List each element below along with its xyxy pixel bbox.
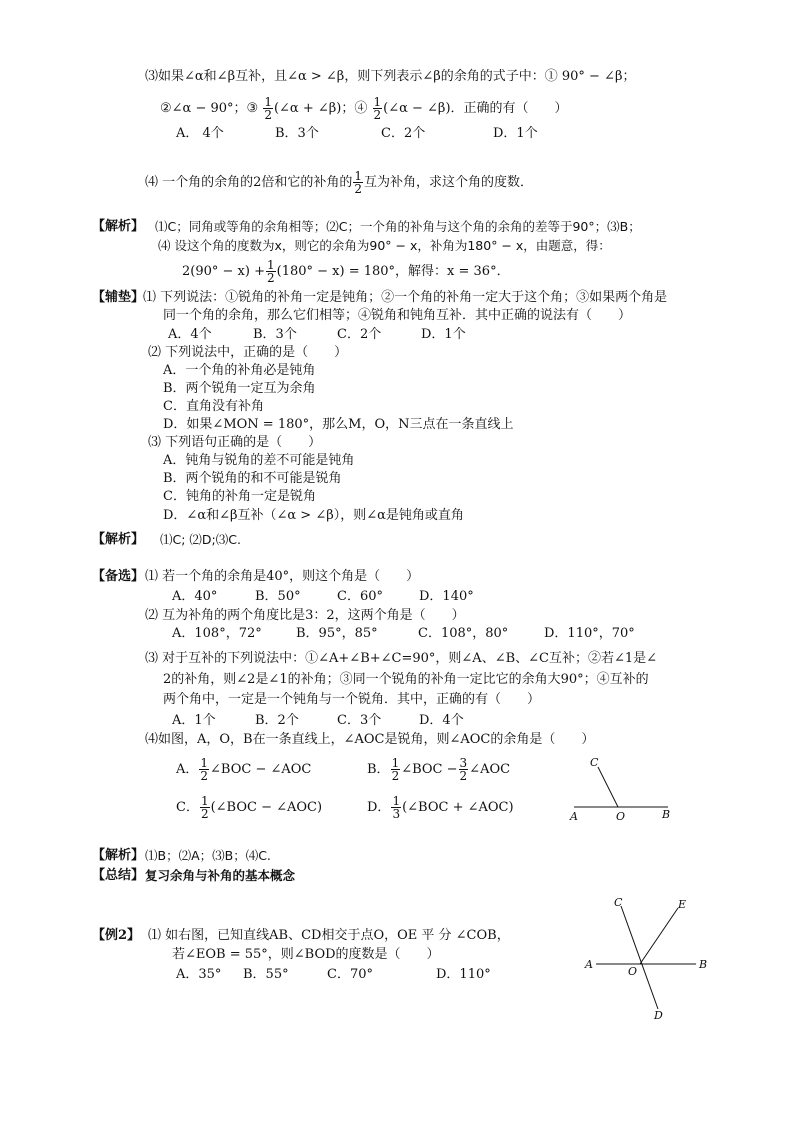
beixuan-q3-option-d: D．4个: [419, 713, 464, 728]
analysis2-text: ⑴C; ⑵D;⑶C.: [160, 532, 241, 547]
beixuan-q1-option-d: D．140°: [419, 589, 474, 604]
beixuan-q4: ⑷如图，A，O，B在一条直线上，∠AOC是锐角，则∠AOC的余角是（ ）: [145, 732, 595, 747]
fudian-q2-option-a: A．一个角的补角必是钝角: [163, 363, 316, 378]
q3-option-c: C．2个: [381, 126, 426, 141]
fudian-q3-option-b: B．两个锐角的和不可能是锐角: [163, 471, 342, 486]
label-a: A: [585, 958, 593, 971]
beixuan-q3-option-a: A．1个: [172, 713, 216, 728]
beixuan-q3-option-b: B．2个: [255, 713, 299, 728]
beixuan-q2-option-c: C．108°，80°: [418, 626, 509, 641]
label-d: D: [654, 1009, 663, 1022]
analysis1-line1: ⑴C；同角或等角的余角相等；⑵C；一个角的补角与这个角的余角的差等于90°；⑶B；: [155, 219, 641, 234]
fraction-half: $\frac{1}{2}$: [200, 794, 209, 821]
label-e: E: [678, 898, 687, 911]
fudian-q1-option-d: D．1个: [421, 327, 466, 342]
example2-option-b: B．55°: [243, 967, 289, 982]
analysis1-line2: ⑷ 设这个角的度数为x，则它的余角为90° − x，补角为180° − x，由题意，得：: [158, 238, 611, 253]
beixuan-q3-option-c: C．3个: [337, 713, 382, 728]
analysis3-text: ⑴B；⑵A；⑶B；⑷C.: [145, 848, 271, 863]
analysis1-line3: 2(90° − x) + $\frac{1}{2}$ (180° − x) = 180°，解得：x = 36°．: [182, 258, 510, 285]
fudian-q3-option-c: C．钝角的补角一定是锐角: [163, 489, 316, 504]
q3-option-a: A． 4个: [176, 126, 224, 141]
q3-expr4: (∠α − ∠β)．正确的有（ ）: [383, 101, 568, 116]
fudian-q1-line1: ⑴ 下列说法：①锐角的补角一定是钝角；②一个角的补角一定大于这个角；③如果两个角是: [143, 290, 668, 305]
example2-line2: 若∠EOB = 55°，则∠BOD的度数是（ ）: [172, 947, 440, 962]
fraction-half: $\frac{1}{2}$: [200, 756, 209, 783]
example2-option-d: D．110°: [436, 967, 491, 982]
beixuan-tag: 【备选】: [92, 569, 145, 584]
label-o: O: [628, 965, 638, 978]
ray-oe: [640, 908, 678, 964]
example2-figure: [578, 893, 718, 1023]
beixuan-q2: ⑵ 互为补角的两个角度比是3：2，这两个角是（ ）: [145, 608, 465, 623]
beixuan-q3-line1: ⑶ 对于互补的下列说法中：①∠A+∠B+∠C=90°，则∠A、∠B、∠C互补；②若∠1是∠: [145, 651, 658, 666]
q3-line2: [160, 96, 568, 121]
fraction-half: $\frac{1}{2}$: [391, 756, 400, 783]
example2-tag: 【例2】: [92, 928, 141, 943]
beixuan-q2-option-b: B．95°，85°: [296, 626, 378, 641]
example2-option-c: C．70°: [327, 967, 373, 982]
analysis-tag: 【解析】: [92, 219, 145, 234]
q3-line2-a: ②∠α − 90°；③: [160, 101, 259, 116]
beixuan-q4-option-c: C． $\frac{1}{2}$ (∠BOC − ∠AOC): [176, 794, 323, 821]
label-c: C: [614, 896, 623, 909]
fudian-q1-line2: 同一个角的余角，那么它们相等；④锐角和钝角互补．其中正确的说法有（ ）: [163, 308, 632, 323]
beixuan-q4-option-a: A． $\frac{1}{2}$ ∠BOC − ∠AOC: [176, 756, 312, 783]
beixuan-q2-option-a: A．108°，72°: [172, 626, 262, 641]
beixuan-q4-figure: [560, 752, 680, 824]
fudian-q2-option-d: D．如果∠MON = 180°，那么M，O，N三点在一条直线上: [163, 417, 514, 432]
beixuan-q4-option-d: D． $\frac{1}{3}$ (∠BOC + ∠AOC): [367, 794, 514, 821]
q3-option-b: B．3个: [275, 126, 319, 141]
fraction-half: $\frac{1}{2}$: [266, 258, 275, 285]
q3-expr3: (∠α + ∠β)；④: [273, 101, 368, 116]
fudian-q3: ⑶ 下列语句正确的是（ ）: [148, 435, 322, 450]
fudian-q3-option-d: D．∠α和∠β互补（∠α > ∠β），则∠α是钝角或直角: [163, 508, 464, 523]
fudian-q1-option-b: B．3个: [253, 327, 297, 342]
fudian-q1-option-c: C．2个: [337, 327, 382, 342]
q4-question: ⑷ 一个角的余角的2倍和它的补角的 $\frac{1}{2}$ 互为补角，求这个角的度数．: [145, 169, 534, 196]
fudian-q2-option-b: B．两个锐角一定互为余角: [163, 381, 316, 396]
analysis-tag: 【解析】: [92, 848, 145, 863]
summary-tag: 【总结】: [92, 868, 145, 883]
example2-option-a: A．35°: [176, 967, 222, 982]
q3-option-d: D．1个: [493, 126, 538, 141]
beixuan-q2-option-d: D．110°，70°: [544, 626, 635, 641]
summary-text: 复习余角与补角的基本概念: [145, 868, 296, 883]
fraction-third: $\frac{1}{3}$: [392, 794, 401, 821]
fudian-q2-option-c: C．直角没有补角: [163, 399, 264, 414]
fudian-q2: ⑵ 下列说法中，正确的是（ ）: [148, 345, 348, 360]
fraction-half: $\frac{1}{2}$: [373, 95, 382, 122]
label-a: A: [570, 810, 578, 823]
label-o: O: [616, 810, 626, 823]
analysis-tag: 【解析】: [92, 532, 145, 547]
example2-line1: ⑴ 如右图，已知直线AB、CD相交于点O，OE 平 分 ∠COB，: [148, 928, 510, 943]
label-c: C: [590, 756, 599, 769]
q3-line1: ⑶如果∠α和∠β互补，且∠α > ∠β，则下列表示∠β的余角的式子中：① 90° − ∠β；: [145, 69, 636, 84]
beixuan-q4-option-b: B． $\frac{1}{2}$ ∠BOC − $\frac{3}{2}$ ∠AOC: [367, 756, 511, 783]
ray-oc: [598, 767, 618, 807]
beixuan-q3-line3: 两个角中，一定是一个钝角与一个锐角．其中，正确的有（ ）: [163, 692, 541, 707]
fraction-half: $\frac{1}{2}$: [354, 169, 363, 196]
label-b: B: [662, 808, 671, 821]
label-b: B: [699, 958, 708, 971]
beixuan-q3-line2: 2的补角，则∠2是∠1的补角；③同一个锐角的补角一定比它的余角大90°；④互补的: [163, 672, 649, 687]
fraction-three-halves: $\frac{3}{2}$: [459, 756, 468, 783]
beixuan-q1: ⑴ 若一个角的余角是40°，则这个角是（ ）: [145, 569, 420, 584]
beixuan-q1-option-a: A．40°: [172, 589, 218, 604]
line-cd: [621, 906, 658, 1009]
beixuan-q1-option-c: C．60°: [337, 589, 383, 604]
fudian-tag: 【辅垫】: [92, 290, 145, 305]
fudian-q3-option-a: A．钝角与锐角的差不可能是钝角: [163, 453, 355, 468]
fraction-half: $\frac{1}{2}$: [264, 95, 272, 122]
beixuan-q1-option-b: B．50°: [255, 589, 301, 604]
fudian-q1-option-a: A．4个: [168, 327, 212, 342]
